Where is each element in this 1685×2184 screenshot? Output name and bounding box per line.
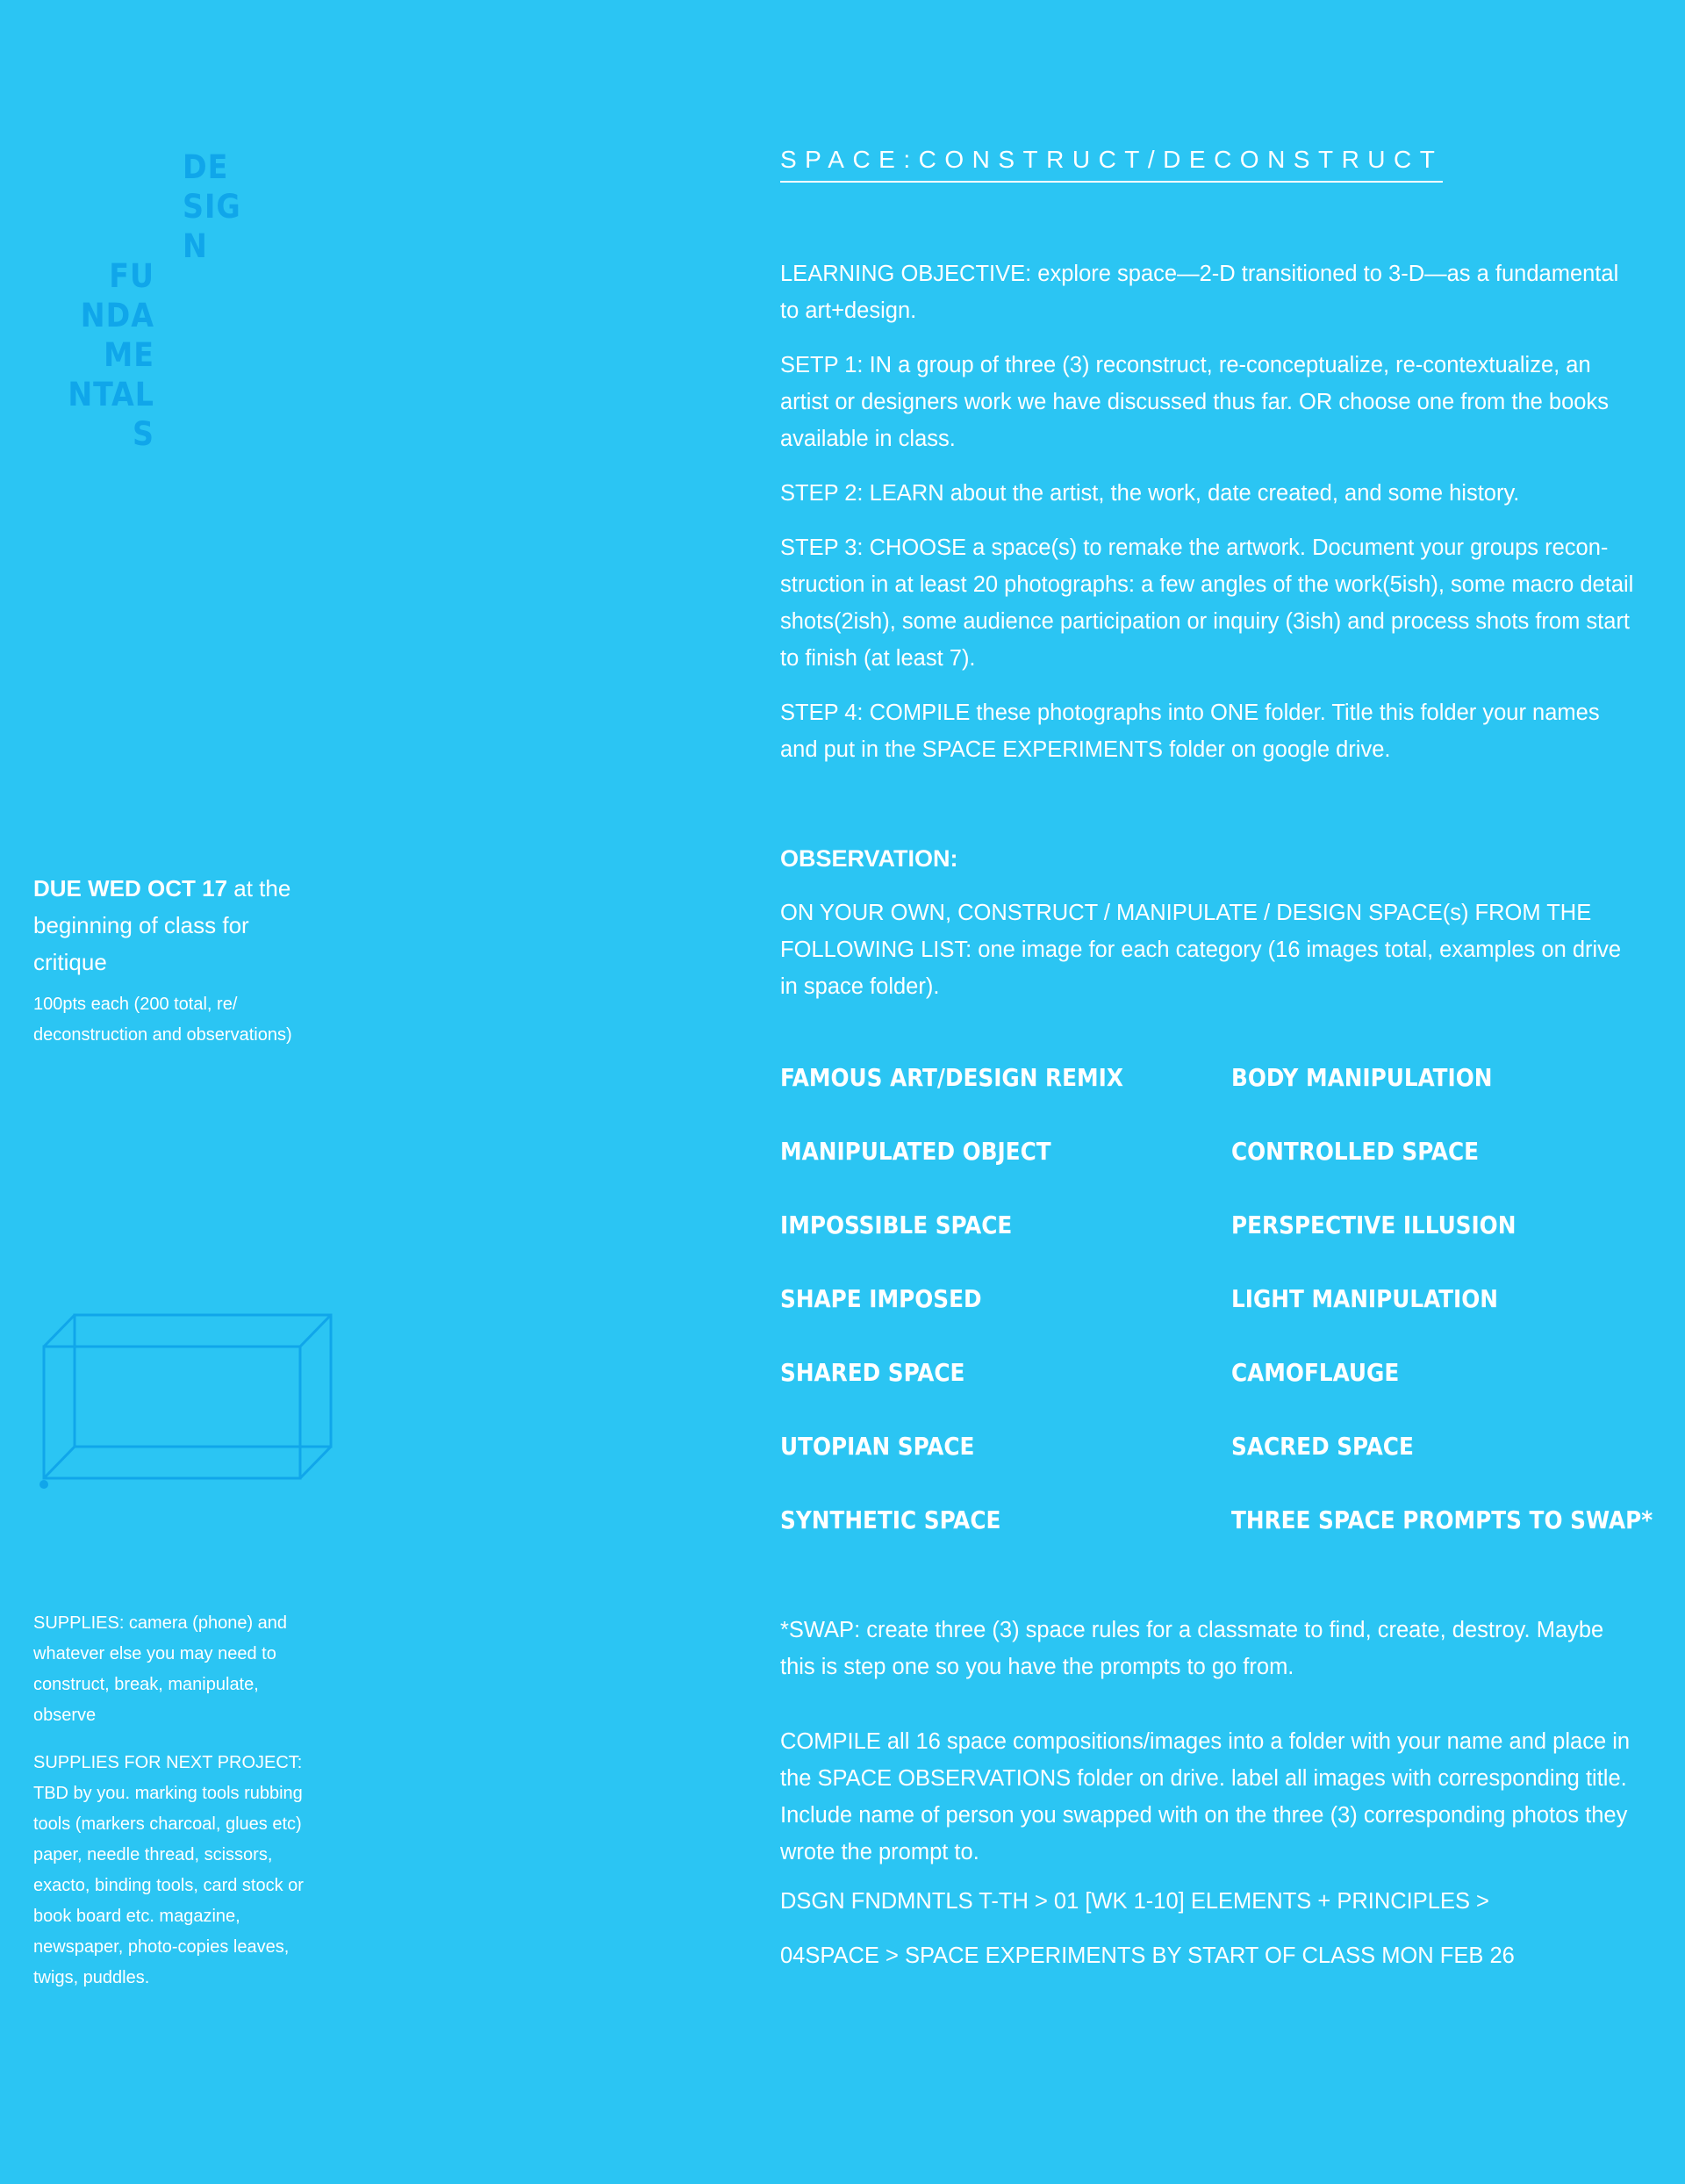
- category-item: IMPOSSIBLE SPACE: [780, 1211, 1013, 1239]
- category-item: CONTROLLED SPACE: [1231, 1138, 1480, 1166]
- supplies-next-project: SUPPLIES FOR NEXT PROJECT: TBD by you. marking tools rubbing tools (markers charcoal, glues etc) paper, needle thread, scissors, exacto, binding tools, card stock or book board etc. magazine, newspaper, photo-copies leaves, twigs, puddles.: [33, 1753, 304, 1987]
- compile-note: COMPILE all 16 space compositions/images into a folder with your name and place in the SPACE OBSERVATIONS folder on drive. label all images with corresponding title. Include name of person you swapped with on the three (3) corresponding photos they wrote the prompt to.: [780, 1729, 1631, 1864]
- step-3: STEP 3: CHOOSE a space(s) to remake the artwork. Document your groups recon-struction in at least 20 photographs: a few angles of the work(5ish), some macro detail shots(2ish), some audience participation or inquiry (3ish) and process shots from start to finish (at least 7).: [780, 535, 1634, 671]
- header: [780, 146, 1640, 183]
- observation-text: ON YOUR OWN, CONSTRUCT / MANIPULATE / DESIGN SPACE(s) FROM THE FOLLOWING LIST: one image for each category (16 images total, examples on drive in space folder).: [780, 901, 1622, 999]
- logo-fund-line: FU: [109, 257, 154, 295]
- logo-fund-line: NDA: [80, 297, 154, 334]
- logo-fund-line: ME: [104, 336, 154, 374]
- category-item: SACRED SPACE: [1231, 1433, 1414, 1461]
- step-2: STEP 2: LEARN about the artist, the work, date created, and some history.: [780, 481, 1520, 506]
- logo-fund-line: NTAL: [68, 376, 154, 413]
- logo-fundamentals: [68, 256, 154, 454]
- logo-design: [183, 147, 241, 266]
- category-item: BODY MANIPULATION: [1231, 1064, 1493, 1092]
- due-date-rest: at the beginning of class for critique: [33, 875, 291, 975]
- logo-design-line: DE: [183, 148, 229, 186]
- logo-design-line: N: [183, 227, 208, 265]
- swap-section: [780, 1612, 1640, 1703]
- learning-objective: LEARNING OBJECTIVE: explore space—2-D transitioned to 3-D—as a fundamental to art+design.: [780, 262, 1619, 323]
- drive-path-2: 04SPACE > SPACE EXPERIMENTS BY START OF CLASS MON FEB 26: [780, 1943, 1515, 1968]
- category-item: THREE SPACE PROMPTS TO SWAP*: [1231, 1506, 1653, 1534]
- category-item: LIGHT MANIPULATION: [1231, 1285, 1498, 1313]
- due-date: [33, 870, 314, 981]
- category-item: CAMOFLAUGE: [1231, 1359, 1400, 1387]
- observation-title: OBSERVATION:: [780, 845, 958, 872]
- category-item: FAMOUS ART/DESIGN REMIX: [780, 1064, 1123, 1092]
- category-item: SYNTHETIC SPACE: [780, 1506, 1001, 1534]
- due-date-block: [33, 870, 314, 1051]
- step-4: STEP 4: COMPILE these photographs into ONE folder. Title this folder your names and put in the SPACE EXPERIMENTS folder on google drive.: [780, 700, 1600, 762]
- swap-note: *SWAP: create three (3) space rules for a classmate to find, create, destroy. Maybe this is step one so you have the prompts to go from.: [780, 1618, 1604, 1679]
- category-item: PERSPECTIVE ILLUSION: [1231, 1211, 1516, 1239]
- page-title: SPACE:CONSTRUCT/DECONSTRUCT: [780, 146, 1443, 183]
- instructions: [780, 255, 1640, 786]
- supplies: SUPPLIES: camera (phone) and whatever else you may need to construct, break, manipulate, observe: [33, 1613, 288, 1725]
- category-item: SHAPE IMPOSED: [780, 1285, 982, 1313]
- due-date-bold: DUE WED OCT 17: [33, 875, 228, 902]
- logo-fund-line: S: [133, 415, 154, 453]
- category-item: SHARED SPACE: [780, 1359, 965, 1387]
- category-list: [780, 1060, 1658, 1577]
- logo-design-line: SIG: [183, 188, 241, 226]
- observation-section: [780, 840, 1640, 1023]
- category-item: UTOPIAN SPACE: [780, 1433, 975, 1461]
- category-item: MANIPULATED OBJECT: [780, 1138, 1051, 1166]
- drive-path-1: DSGN FNDMNTLS T-TH > 01 [WK 1-10] ELEMENTS + PRINCIPLES >: [780, 1889, 1489, 1914]
- compile-section: [780, 1723, 1640, 1992]
- step-1: SETP 1: IN a group of three (3) reconstruct, re-conceptualize, re-contextualize, an artist or designers work we have discussed thus far. OR choose one from the books available in class.: [780, 353, 1609, 451]
- points-note: 100pts each (200 total, re/ deconstruction and observations): [33, 995, 292, 1045]
- wireframe-box-icon: [35, 1310, 333, 1494]
